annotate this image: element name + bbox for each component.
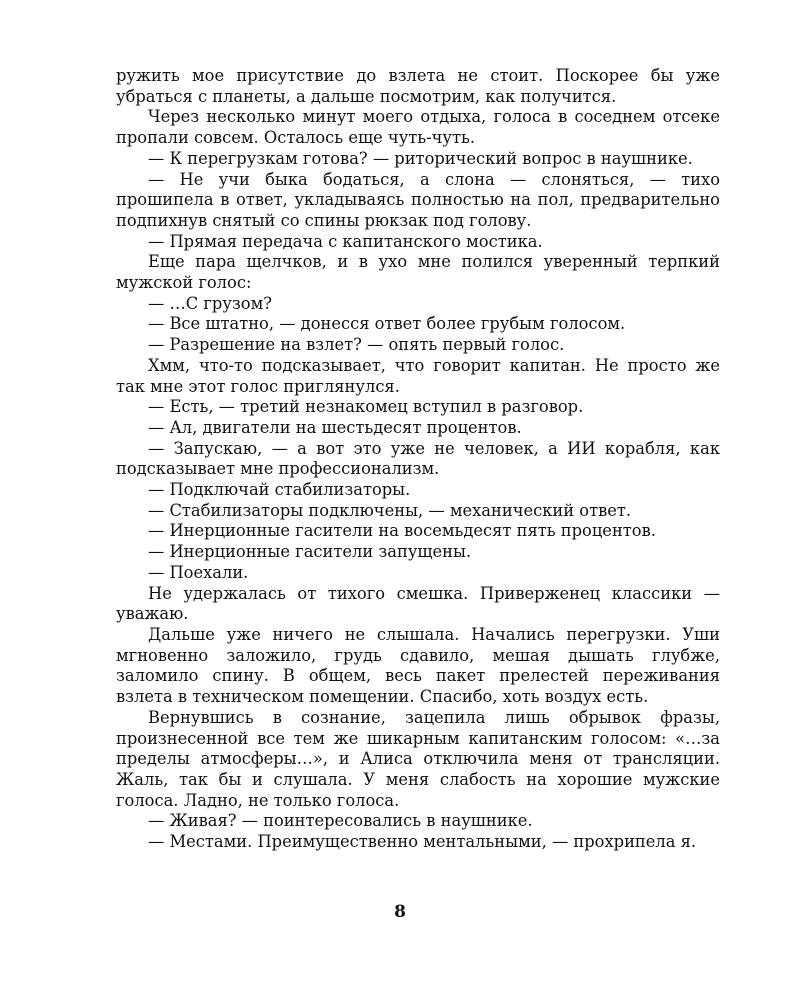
- paragraph-6: Еще пара щелчков, и в ухо мне полился уверенный терпкий мужской голос:: [116, 252, 720, 293]
- paragraph-11: — Есть, — третий незнакомец вступил в разговор.: [148, 397, 584, 417]
- paragraph-23: — Местами. Преимущественно ментальными, — прохрипела я.: [148, 832, 697, 852]
- paragraph-3: — К перегрузкам готова? — риторический вопрос в наушнике.: [148, 148, 693, 168]
- paragraph-18: — Поехали.: [148, 562, 249, 582]
- paragraph-17: — Инерционные гасители запущены.: [148, 542, 472, 562]
- paragraph-20: Дальше уже ничего не слышала. Начались перегрузки. Уши мгновенно заложило, грудь сдавило, мешая дышать глубже, заломило спину. В общем, весь пакет прелестей переживания взлета в техническом помещении. Спасибо, хоть воздух есть.: [116, 624, 720, 707]
- paragraph-5: — Прямая передача с капитанского мостика.: [148, 231, 543, 251]
- paragraph-15: — Стабилизаторы подключены, — механический ответ.: [148, 500, 632, 520]
- paragraph-12: — Ал, двигатели на шестьдесят процентов.: [148, 417, 522, 437]
- paragraph-21: Вернувшись в сознание, зацепила лишь обрывок фразы, произнесенной все тем же шикарным капитанским голосом: «…за пределы атмосферы…», и Алиса отключила меня от трансляции. Жаль, так бы и слушала. У меня слабость на хорошие мужские голоса. Ладно, не только голоса.: [116, 707, 720, 810]
- paragraph-7: — …С грузом?: [148, 293, 272, 313]
- paragraph-13: — Запускаю, — а вот это уже не человек, а ИИ корабля, как подсказывает мне профессионализм.: [116, 438, 720, 479]
- paragraph-16: — Инерционные гасители на восемьдесят пять процентов.: [148, 521, 656, 541]
- page-number: 8: [394, 902, 406, 922]
- paragraph-8: — Все штатно, — донесся ответ более грубым голосом.: [148, 314, 626, 334]
- paragraph-19: Не удержалась от тихого смешка. Приверженец классики — уважаю.: [116, 583, 720, 624]
- paragraph-14: — Подключай стабилизаторы.: [148, 480, 411, 500]
- paragraph-2: Через несколько минут моего отдыха, голоса в соседнем отсеке пропали совсем. Осталось еще чуть-чуть.: [116, 107, 720, 148]
- paragraph-1: ружить мое присутствие до взлета не стоит. Поскорее бы уже убраться с планеты, а дальше посмотрим, как получится.: [116, 66, 720, 106]
- paragraph-10: Хмм, что-то подсказывает, что говорит капитан. Не просто же так мне этот голос приглянулся.: [116, 355, 720, 396]
- paragraph-22: — Живая? — поинтересовались в наушнике.: [148, 811, 533, 831]
- paragraph-9: — Разрешение на взлет? — опять первый голос.: [148, 335, 565, 355]
- book-page-text: [116, 66, 720, 853]
- paragraph-4: — Не учи быка бодаться, а слона — слоняться, — тихо прошипела в ответ, укладываясь полностью на пол, предварительно подпихнув снятый со спины рюкзак под голову.: [116, 169, 720, 230]
